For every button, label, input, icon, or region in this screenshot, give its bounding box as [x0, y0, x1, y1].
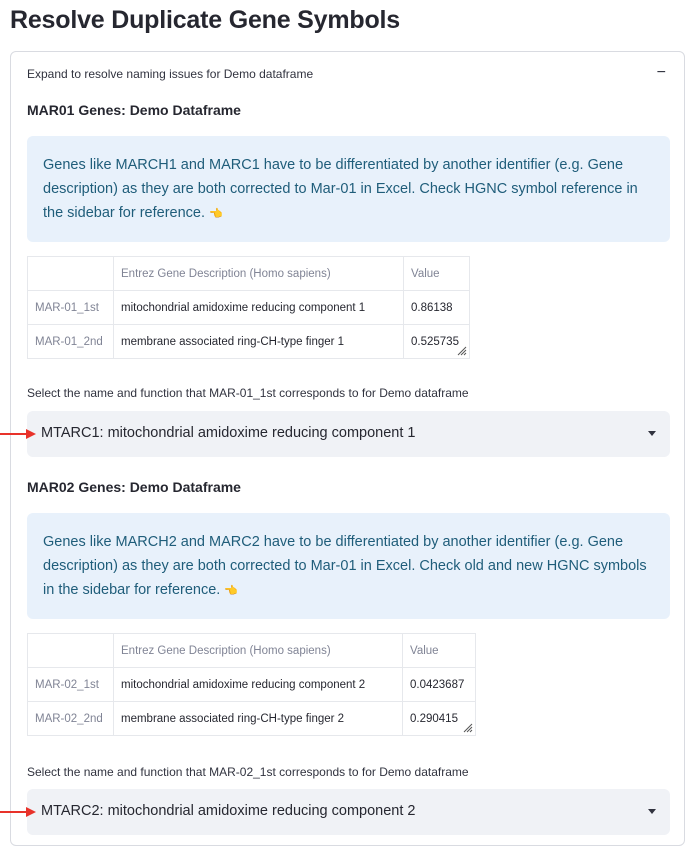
column-header[interactable]: Entrez Gene Description (Homo sapiens): [114, 634, 403, 668]
pointing-hand-icon: 👈: [209, 208, 223, 220]
row-index: MAR-01_2nd: [28, 325, 114, 359]
table-row: [28, 668, 476, 702]
expander: [10, 51, 685, 846]
select-label-mar01: Select the name and function that MAR-01_1st corresponds to for Demo dataframe: [27, 386, 469, 400]
row-index: MAR-02_1st: [28, 668, 114, 702]
gene-select-mar02[interactable]: [27, 789, 670, 835]
row-index: MAR-02_2nd: [28, 702, 114, 736]
section-heading-mar02: MAR02 Genes: Demo Dataframe: [27, 479, 241, 495]
pointing-hand-icon: 👈: [224, 585, 239, 597]
info-text: Genes like MARCH2 and MARC2 have to be differentiated by another identifier (e.g. Gene description) as they are both corrected to Mar-01 in Excel. Check old and new HGNC symbols in the sidebar for reference.: [43, 534, 647, 598]
table-header-row: [28, 634, 476, 668]
table-cell[interactable]: [403, 702, 476, 736]
table-cell[interactable]: membrane associated ring-CH-type finger 2: [114, 702, 403, 736]
resize-handle-icon[interactable]: [457, 346, 467, 356]
page-title: Resolve Duplicate Gene Symbols: [10, 6, 400, 34]
select-value: MTARC2: mitochondrial amidoxime reducing component 2: [41, 803, 416, 819]
row-index: MAR-01_1st: [28, 291, 114, 325]
info-box-mar02: [27, 513, 670, 619]
index-header: [28, 634, 114, 668]
table-cell[interactable]: membrane associated ring-CH-type finger 1: [114, 325, 404, 359]
data-table-mar02: [27, 633, 476, 736]
column-header[interactable]: Entrez Gene Description (Homo sapiens): [114, 257, 404, 291]
annotation-arrow-icon: [0, 807, 36, 817]
column-header[interactable]: Value: [404, 257, 470, 291]
table-cell[interactable]: mitochondrial amidoxime reducing component 1: [114, 291, 404, 325]
section-heading-mar01: MAR01 Genes: Demo Dataframe: [27, 102, 241, 118]
table-row: [28, 325, 470, 359]
select-value: MTARC1: mitochondrial amidoxime reducing component 1: [41, 425, 416, 441]
table-row: [28, 702, 476, 736]
table-cell[interactable]: 0.86138: [404, 291, 470, 325]
table-header-row: [28, 257, 470, 291]
select-label-mar02: Select the name and function that MAR-02_1st corresponds to for Demo dataframe: [27, 765, 469, 779]
table-cell[interactable]: 0.0423687: [403, 668, 476, 702]
expander-header[interactable]: Expand to resolve naming issues for Demo dataframe: [27, 67, 314, 81]
column-header[interactable]: Value: [403, 634, 476, 668]
table-cell[interactable]: mitochondrial amidoxime reducing component 2: [114, 668, 403, 702]
table-cell-value: 0.525735: [411, 335, 459, 348]
chevron-down-icon[interactable]: [648, 809, 656, 814]
chevron-down-icon[interactable]: [648, 431, 656, 436]
index-header: [28, 257, 114, 291]
annotation-arrow-icon: [0, 429, 36, 439]
collapse-icon[interactable]: −: [656, 64, 666, 81]
table-cell-value: 0.290415: [410, 712, 458, 725]
info-text: Genes like MARCH1 and MARC1 have to be differentiated by another identifier (e.g. Gene description) as they are both corrected to Mar-01 in Excel. Check HGNC symbol reference in the sidebar for reference.: [43, 157, 638, 221]
info-box-mar01: [27, 136, 670, 242]
data-table-mar01: [27, 256, 470, 359]
table-cell[interactable]: [404, 325, 470, 359]
gene-select-mar01[interactable]: [27, 411, 670, 457]
resize-handle-icon[interactable]: [463, 723, 473, 733]
table-row: [28, 291, 470, 325]
